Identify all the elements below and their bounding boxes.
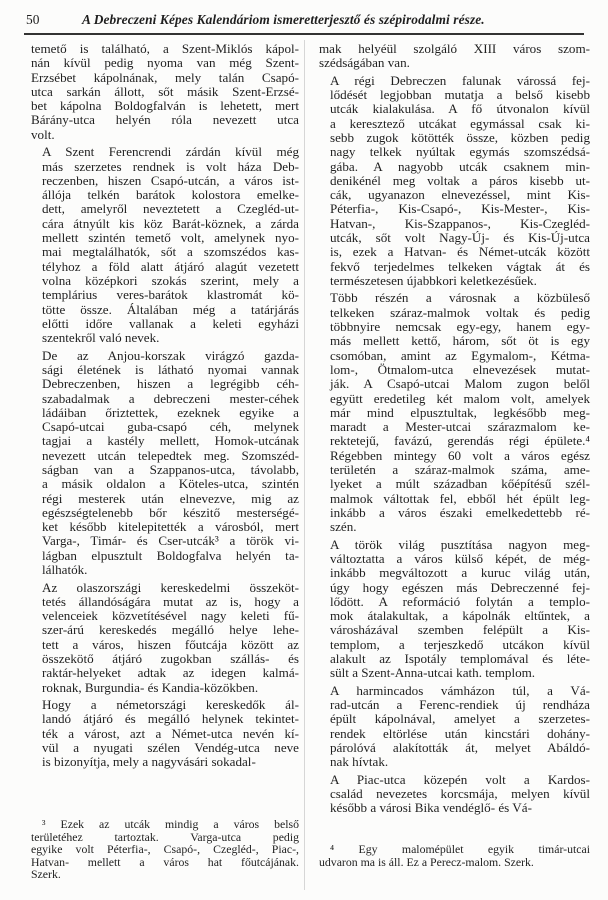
text-line: ládáiban őriztettek, ezeknek egyike a (42, 404, 299, 420)
text-line: régi mesterek után elnevezve, mig az (42, 490, 299, 506)
text-line: már mind elpusztultak, legkésőbb meg- (330, 404, 590, 420)
text-line: mok átalakultak, a kápolnák eltűntek, a (330, 608, 590, 624)
text-line: sebb zugok kötötték össze, közben pedig (330, 129, 590, 145)
text-line: malmok váltottak fel, ebből hét épült leg- (330, 490, 590, 506)
text-line: reczenben, hiszen Csapó-utcán, a város ist- (42, 172, 299, 188)
text-line: volna középkori szokás szerint, mely a (42, 272, 299, 288)
text-line: vül a nyugati szélen Vendég-utca neve (42, 740, 299, 755)
text-line: nak hívtak. (330, 754, 389, 770)
text-line: lődött. A reformáció folytán a templo- (330, 593, 590, 609)
text-line: úgy hogy egészen más Debreczenné fej- (330, 579, 590, 595)
text-line: ják. A Csapó-utcai Malom zugon belől (330, 376, 590, 392)
text-line: változtatta a város külső képét, de még- (330, 550, 590, 566)
text-line: lálhatók. (42, 562, 88, 578)
text-line: a keresztező utcákat egymással csak ki- (330, 115, 590, 131)
paragraph (319, 684, 590, 770)
text-line: landó átjáró és megálló helynek tekintet- (42, 711, 299, 727)
text-line: ték a várost, azt a Német-utca nevén kí- (42, 725, 299, 741)
text-line: templom, a terjeszkedő utcákon kívül (330, 636, 590, 652)
text-line: szén. (330, 519, 357, 535)
text-line: együtt eredetileg két malom volt, amelyek (330, 390, 590, 406)
text-line: gába. A nagyobb utcák csaknem min- (330, 158, 590, 174)
running-title: A Debreczeni Képes Kalendáriom ismeretterjesztő és szépirodalmi része. (82, 12, 485, 27)
text-line: rad-utcán a Ferenc-rendiek új rendháza (330, 697, 590, 713)
header-rule (24, 33, 584, 35)
text-line: telkeken száraz-malmok voltak és pedig (330, 304, 590, 320)
text-line: bet kápolna Boldogfalván is lehetett, mert (31, 98, 299, 114)
text-line: csomóban, amint az Egymalom-, Kétma- (330, 347, 590, 363)
text-line: városházával szemben felépült a Kis- (330, 622, 590, 638)
text-line: természetesen újabbkori keletkezésűek. (330, 272, 537, 288)
text-line: A régi Debreczen falunak várossá fej- (330, 72, 590, 88)
text-line: utcák kialakulása. A fő útvonalon kívül (330, 101, 590, 117)
text-line: A harmincados vámházon túl, a Vá- (330, 682, 590, 698)
text-line: Péterfia-, Kis-Csapó-, Kis-Mester-, Kis- (330, 201, 590, 217)
text-line: ket később kitelepitették a városból, mert (42, 519, 299, 535)
text-line: szer-árú kereskedés megálló helye lehe- (42, 622, 299, 638)
footnote-line: ⁴ Egy malomépület egyik timár-utcai (330, 842, 590, 856)
text-line: A Piac-utca közepén volt a Kardos- (330, 771, 590, 787)
text-line: a másik oldalon a Köteles-utca, szintén (42, 476, 299, 492)
text-line: ságban van a Szappanos-utca, távolabb, (42, 461, 299, 477)
text-line: sült a Szent-Anna-utcai kath. templom. (330, 665, 536, 681)
text-line: Varga-, Timár- és Cser-utcák³ a török vi- (42, 533, 299, 549)
text-line: szédságában van. (319, 55, 410, 71)
text-line: is bizonyítja, mely a nagyvásári sokadal- (42, 754, 256, 770)
text-line: lyeket a múlt században kőépítésű szél- (330, 476, 590, 492)
paragraph (31, 349, 299, 578)
text-line: Debreczenben, hiszen a legrégibb céh- (42, 376, 299, 392)
text-line: területén a száraz-malmok száma, ame- (330, 461, 590, 477)
running-header (24, 12, 584, 32)
paragraph (319, 42, 590, 71)
text-line: maradt a Mester-utcai szárazmalom ke- (330, 419, 590, 435)
footnote-line: területéhez tartoztak. Varga-utca pedig (31, 829, 299, 844)
column-divider (304, 40, 305, 890)
text-line: tett a város, hiszen főutcája között az (42, 636, 299, 652)
text-line: fekvő terjedelmes telkeken vágtak át és (330, 258, 590, 274)
footnote-3 (31, 818, 299, 881)
footnote-line: ³ Ezek az utcák mindig a város belső (42, 817, 299, 831)
text-line: roknak, Burgundia- és Kandia-közökben. (42, 679, 259, 695)
text-line: más mellett kettő, három, sőt öt is egy (330, 333, 590, 349)
text-line: rendek eltörlése után kincstári dohány- (330, 725, 590, 741)
text-line: mellett szintén temető volt, amelynek nyo- (42, 230, 299, 246)
text-line: szabadalmak a debreczeni mester-céhek (42, 390, 299, 406)
text-line: más szerzetes rendnek is volt háza Deb- (42, 158, 299, 174)
text-line: Hogy a németországi kereskedők ál- (42, 697, 299, 713)
text-line: párolóvá alakították át, melyet Abáldó- (330, 740, 590, 755)
text-line: mak helyéül szolgáló XIII város szom- (319, 41, 590, 56)
text-line: inkább a város északi emelkedettebb ré- (330, 504, 590, 520)
text-line: Az olaszországi kereskedelmi összeköt- (42, 579, 299, 595)
paragraph (319, 291, 590, 534)
text-line: inkább megváltozott a kuruc világ után, (330, 565, 590, 581)
text-line: lágban elpusztult Boldogfalva helyén ta- (42, 547, 299, 563)
footnote-line: Szerk. (31, 867, 61, 882)
text-line: lődését legjobban mutatja a belső kisebb (330, 87, 590, 103)
text-line: cák, ugyanazon elnevezéssel, mint Kis- (330, 187, 590, 203)
text-line: volt. (31, 126, 55, 142)
text-line: tötte össze. Általában még a tatárjárás (42, 301, 299, 317)
text-line: szentekről való nevek. (42, 330, 160, 346)
text-line: lom-, Ötmalom-utca elnevezések mutat- (330, 361, 590, 377)
footnote-line: Hatvan- mellett a város hat főutcájának. (31, 854, 299, 869)
text-line: nevezett utcán telepedtek meg. Szomszéd- (42, 447, 299, 463)
text-line: egészségtelenebb bőr készitő mesterségé- (42, 504, 299, 520)
paragraph (319, 773, 590, 816)
text-line: előtti időre vallanak a keleti egyházi (42, 315, 299, 331)
page-number: 50 (26, 12, 40, 27)
text-line: dett, amelyről neveztetett a Czegléd-ut- (42, 201, 299, 217)
text-line: mai megtalálhatók, sőt a szomszédos kas- (42, 244, 299, 260)
text-line: télyhoz a föld alatt átjáró alagút vezetett (42, 258, 299, 274)
text-line: A török világ pusztítása nagyon meg- (330, 536, 590, 552)
footnote-line: udvaron ma is áll. Ez a Perecz-malom. Szerk. (319, 854, 534, 869)
text-line: cára átnyúlt kis köz Barát-köznek, a zárda (42, 215, 299, 231)
text-line: Erzsébet kápolnának, mely talán Csapó- (31, 69, 299, 85)
footnote-line: egyike volt Péterfia-, Csapó-, Czegléd-, Piac-, (31, 842, 299, 857)
paragraph (31, 145, 299, 345)
text-line: raktár-helyeket adtak az idegen kalmá- (42, 665, 299, 681)
text-line: alakult az Ispotály templomával és léte- (330, 651, 590, 667)
right-column (319, 42, 590, 819)
paragraph (31, 698, 299, 769)
text-line: épült kápolnával, amelyet a szerzetes- (330, 711, 590, 727)
text-line: A Szent Ferencrendi zárdán kívül még (42, 144, 299, 160)
text-line: állója telkén barátok kolostora emelke- (42, 187, 299, 203)
text-line: nagy telkek nyúltak egymás szomszédsá- (330, 144, 590, 160)
footnote-4 (319, 843, 590, 868)
text-line: család nevezetes korcsmája, melyen kívül (330, 786, 590, 802)
text-line: Hatvan-, Kis-Szappanos-, Kis-Czegléd- (330, 215, 590, 231)
text-line: tagjai a kastély mellett, Homok-utcának (42, 433, 299, 449)
text-line: Bárány-utca helyén róla nevezett utca (31, 112, 299, 128)
text-line: Csapó-utcai guba-csapó céh, melynek (42, 419, 299, 435)
text-line: tetés állandóságára mutat az is, hogy a (42, 593, 299, 609)
text-line: denikénél meg voltak a páros kisebb ut- (330, 172, 590, 188)
paragraph (319, 538, 590, 681)
text-line: is, ezek a Hatvan- és Német-utcák között (330, 244, 590, 260)
text-line: nán kívül pedig nyoma van még Szent- (31, 55, 299, 71)
paragraph (31, 42, 299, 142)
text-line: többnyire nemcsak egy-egy, hanem egy- (330, 319, 590, 335)
left-column (31, 42, 299, 773)
text-line: Régebben mintegy 60 volt a város egész (330, 447, 590, 463)
text-line: összekötő átjáró zugokban szállás- és (42, 651, 299, 667)
text-line: temető is található, a Szent-Miklós kápol- (31, 41, 299, 56)
text-line: De az Anjou-korszak virágzó gazda- (42, 347, 299, 363)
paragraph (31, 581, 299, 695)
text-line: utcák, sőt volt Nagy-Új- és Kis-Új-utca (330, 230, 590, 246)
text-line: sági életének is látható nyomai vannak (42, 361, 299, 377)
text-line: rektetejű, favázú, gerendás régi épülete.⁴ (330, 433, 590, 449)
text-line: később a városi Bika vendéglő- és Vá- (330, 800, 532, 816)
text-line: templárius veres-barátok klastromát kö- (42, 287, 299, 303)
paragraph (319, 74, 590, 288)
text-line: Több részén a városnak a közbüleső (330, 290, 590, 306)
text-line: velenceiek közvetítésével nagy keleti fű- (42, 608, 299, 624)
text-line: utca sarkán állott, sőt másik Szent-Erzsé- (31, 83, 299, 99)
